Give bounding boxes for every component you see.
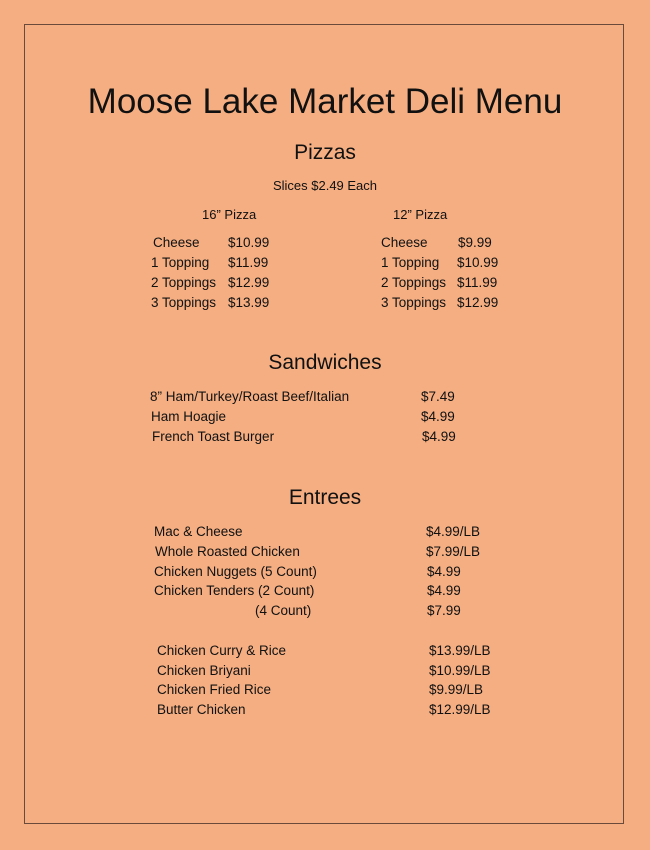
entree-item-name: (4 Count) [255, 603, 312, 618]
sandwich-item-price: $4.99 [421, 409, 455, 424]
pizza-12-item-price: $12.99 [457, 295, 499, 310]
sandwich-item-price: $7.49 [421, 389, 455, 404]
entrees-heading: Entrees [288, 486, 362, 509]
pizza-16-item-price: $13.99 [228, 295, 270, 310]
pizza-16-item-name: Cheese [153, 235, 200, 250]
entree-item-name: Mac & Cheese [154, 524, 243, 539]
entree-item-name: Chicken Fried Rice [157, 682, 272, 697]
entree-item-price: $4.99/LB [426, 524, 481, 539]
sandwich-item-name: French Toast Burger [152, 429, 275, 444]
entree-item-price: $10.99/LB [429, 663, 491, 678]
slices-price: Slices $2.49 Each [272, 178, 378, 193]
pizza-16-header: 16” Pizza [202, 207, 257, 222]
pizzas-heading: Pizzas [294, 141, 356, 164]
pizza-12-item-price: $9.99 [458, 235, 492, 250]
pizza-12-item-name: 2 Toppings [381, 275, 447, 290]
pizza-12-item-price: $11.99 [457, 275, 498, 290]
sandwich-item-name: 8” Ham/Turkey/Roast Beef/Italian [150, 389, 350, 404]
pizza-12-header: 12” Pizza [393, 207, 448, 222]
pizza-12-item-name: 1 Topping [381, 255, 440, 270]
entree-item-price: $9.99/LB [429, 682, 484, 697]
pizza-16-item-name: 2 Toppings [151, 275, 217, 290]
menu-title: Moose Lake Market Deli Menu [87, 82, 563, 121]
sandwiches-heading: Sandwiches [268, 351, 382, 374]
entree-item-name: Butter Chicken [157, 702, 246, 717]
entree-item-price: $7.99 [427, 603, 461, 618]
entree-item-price: $4.99 [427, 564, 461, 579]
pizza-16-item-name: 3 Toppings [151, 295, 217, 310]
entree-item-price: $7.99/LB [426, 544, 481, 559]
sandwich-item-name: Ham Hoagie [151, 409, 227, 424]
pizza-16-item-price: $12.99 [228, 275, 270, 290]
entree-item-name: Chicken Tenders (2 Count) [154, 583, 315, 598]
entree-item-price: $4.99 [427, 583, 461, 598]
sandwich-item-price: $4.99 [422, 429, 456, 444]
pizza-12-item-price: $10.99 [457, 255, 499, 270]
pizza-16-item-price: $11.99 [228, 255, 269, 270]
entree-item-name: Chicken Nuggets (5 Count) [154, 564, 317, 579]
entree-item-price: $12.99/LB [429, 702, 491, 717]
pizza-12-item-name: 3 Toppings [381, 295, 447, 310]
entree-item-name: Whole Roasted Chicken [155, 544, 300, 559]
pizza-16-item-name: 1 Topping [151, 255, 210, 270]
pizza-16-item-price: $10.99 [228, 235, 270, 250]
entree-item-price: $13.99/LB [429, 643, 491, 658]
pizza-12-item-name: Cheese [381, 235, 428, 250]
entree-item-name: Chicken Curry & Rice [157, 643, 287, 658]
entree-item-name: Chicken Briyani [157, 663, 251, 678]
